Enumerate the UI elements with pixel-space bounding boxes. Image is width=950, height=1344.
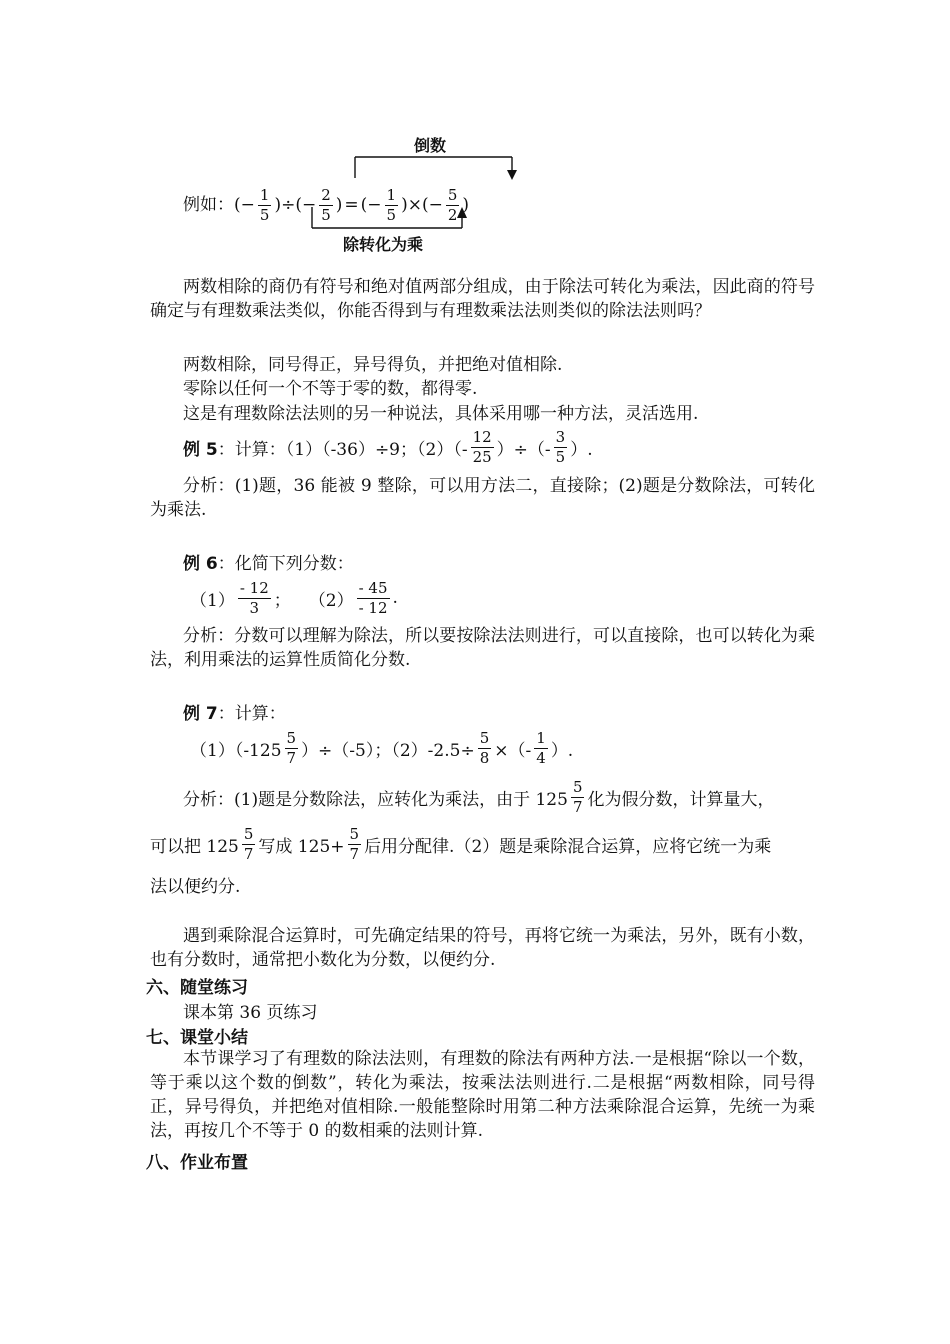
example-6-analysis: 分析：分数可以理解为除法，所以要按除法法则进行，可以直接除，也可以转化为乘法，利用乘法的运算性质简化分数. <box>150 626 815 670</box>
fraction: $\frac{5}{7}$ <box>243 824 254 863</box>
division-to-multiplication-label: 除转化为乘 <box>343 235 424 254</box>
example-label: 例如： <box>183 195 234 215</box>
paragraph-intro: 两数相除的商仍有符号和绝对值两部分组成，由于除法可转化为乘法，因此商的符号确定与有理数乘法类似，你能否得到与有理数乘法法则类似的除法法则吗？ <box>150 277 815 321</box>
example-5-label: 例 5 <box>183 439 218 460</box>
example-7-analysis-line2: 可以把 125 $\frac{5}{7}$ 写成 125+ $\frac{5}{7}$ 后用分配律.（2）题是乘除混合运算，应将它统一为乘 <box>150 824 772 863</box>
fraction: $\frac{12}{25}$ <box>472 427 492 466</box>
section-7-summary: 本节课学习了有理数的除法法则，有理数的除法有两种方法.一是根据“除以一个数，等于乘以这个数的倒数”，转化为乘法，按乘法法则进行.二是根据“两数相除，同号得正，异号得负，并把绝对值相除.一般能整除时用第二种方法乘除混合运算，先统一为乘法，再按几个不等于 0 的数相乘的法则计算. <box>150 1049 815 1141</box>
fraction: $\frac{5}{7}$ <box>349 824 360 863</box>
fraction: $\frac{3}{5}$ <box>555 427 566 466</box>
fraction: $\frac{1}{5}$ <box>386 185 397 224</box>
example-7-analysis-line1: 分析：(1)题是分数除法，应转化为乘法，由于 125 $\frac{5}{7}$ 化为假分数，计算量大， <box>183 777 775 816</box>
section-8-heading: 八、作业布置 <box>146 1153 248 1173</box>
fraction: $\frac{- 45}{- 12}$ <box>358 578 388 617</box>
rule-signs: 两数相除，同号得正，异号得负，并把绝对值相除. <box>183 355 563 375</box>
example-6-items: （1） $\frac{- 12}{3}$ ； （2） $\frac{- 45}{- 12}$ . <box>190 578 398 617</box>
fraction: $\frac{1}{4}$ <box>536 728 546 767</box>
fraction: $\frac{- 12}{3}$ <box>239 578 269 617</box>
section-6-heading: 六、随堂练习 <box>146 978 248 998</box>
example-5-analysis: 分析：(1)题，36 能被 9 整除，可以用方法二，直接除；(2)题是分数除法，可转化为乘法. <box>150 476 815 520</box>
example-6: 例 6：化简下列分数： <box>183 554 354 574</box>
fraction: $\frac{5}{8}$ <box>479 728 490 767</box>
example-6-label: 例 6 <box>183 554 218 574</box>
paragraph-mixed-operations: 遇到乘除混合运算时，可先确定结果的符号，再将它统一为乘法，另外，既有小数，也有分数时，通常把小数化为分数，以便约分. <box>150 926 815 970</box>
rule-zero: 零除以任何一个不等于零的数，都得零. <box>183 379 478 399</box>
fraction: $\frac{5}{7}$ <box>572 777 583 816</box>
rule-note: 这是有理数除法法则的另一种说法，具体采用哪一种方法，灵活选用. <box>183 404 699 424</box>
section-7-heading: 七、课堂小结 <box>146 1028 248 1048</box>
fraction: $\frac{5}{2}$ <box>447 185 458 224</box>
example-7: 例 7：计算： <box>183 704 286 724</box>
diagram-equation: 例如： (− $\frac{1}{5}$ ) ÷ (− $\frac{2}{5}$ ) = (− $\frac{1}{5}$ ) × (− $\frac{5}{2}$ ) <box>183 185 470 224</box>
fraction: $\frac{5}{7}$ <box>286 728 297 767</box>
example-7-items: （1）（-125 $\frac{5}{7}$ ）÷（-5）；（2）-2.5÷ $\frac{5}{8}$ ×（- $\frac{1}{4}$ ）. <box>190 728 574 767</box>
reciprocal-label: 倒数 <box>414 136 447 155</box>
example-7-label: 例 7 <box>183 704 218 724</box>
fraction: $\frac{1}{5}$ <box>259 185 270 224</box>
fraction: $\frac{2}{5}$ <box>321 185 331 224</box>
diagram-arrows <box>0 0 950 260</box>
example-7-analysis-line3: 法以便约分. <box>150 877 241 897</box>
example-5: 例 5 ：计算：（1）（-36）÷9；（2）（- $\frac{12}{25}$ ）÷（- $\frac{3}{5}$ ）. <box>183 427 593 466</box>
section-6-text: 课本第 36 页练习 <box>183 1003 318 1023</box>
